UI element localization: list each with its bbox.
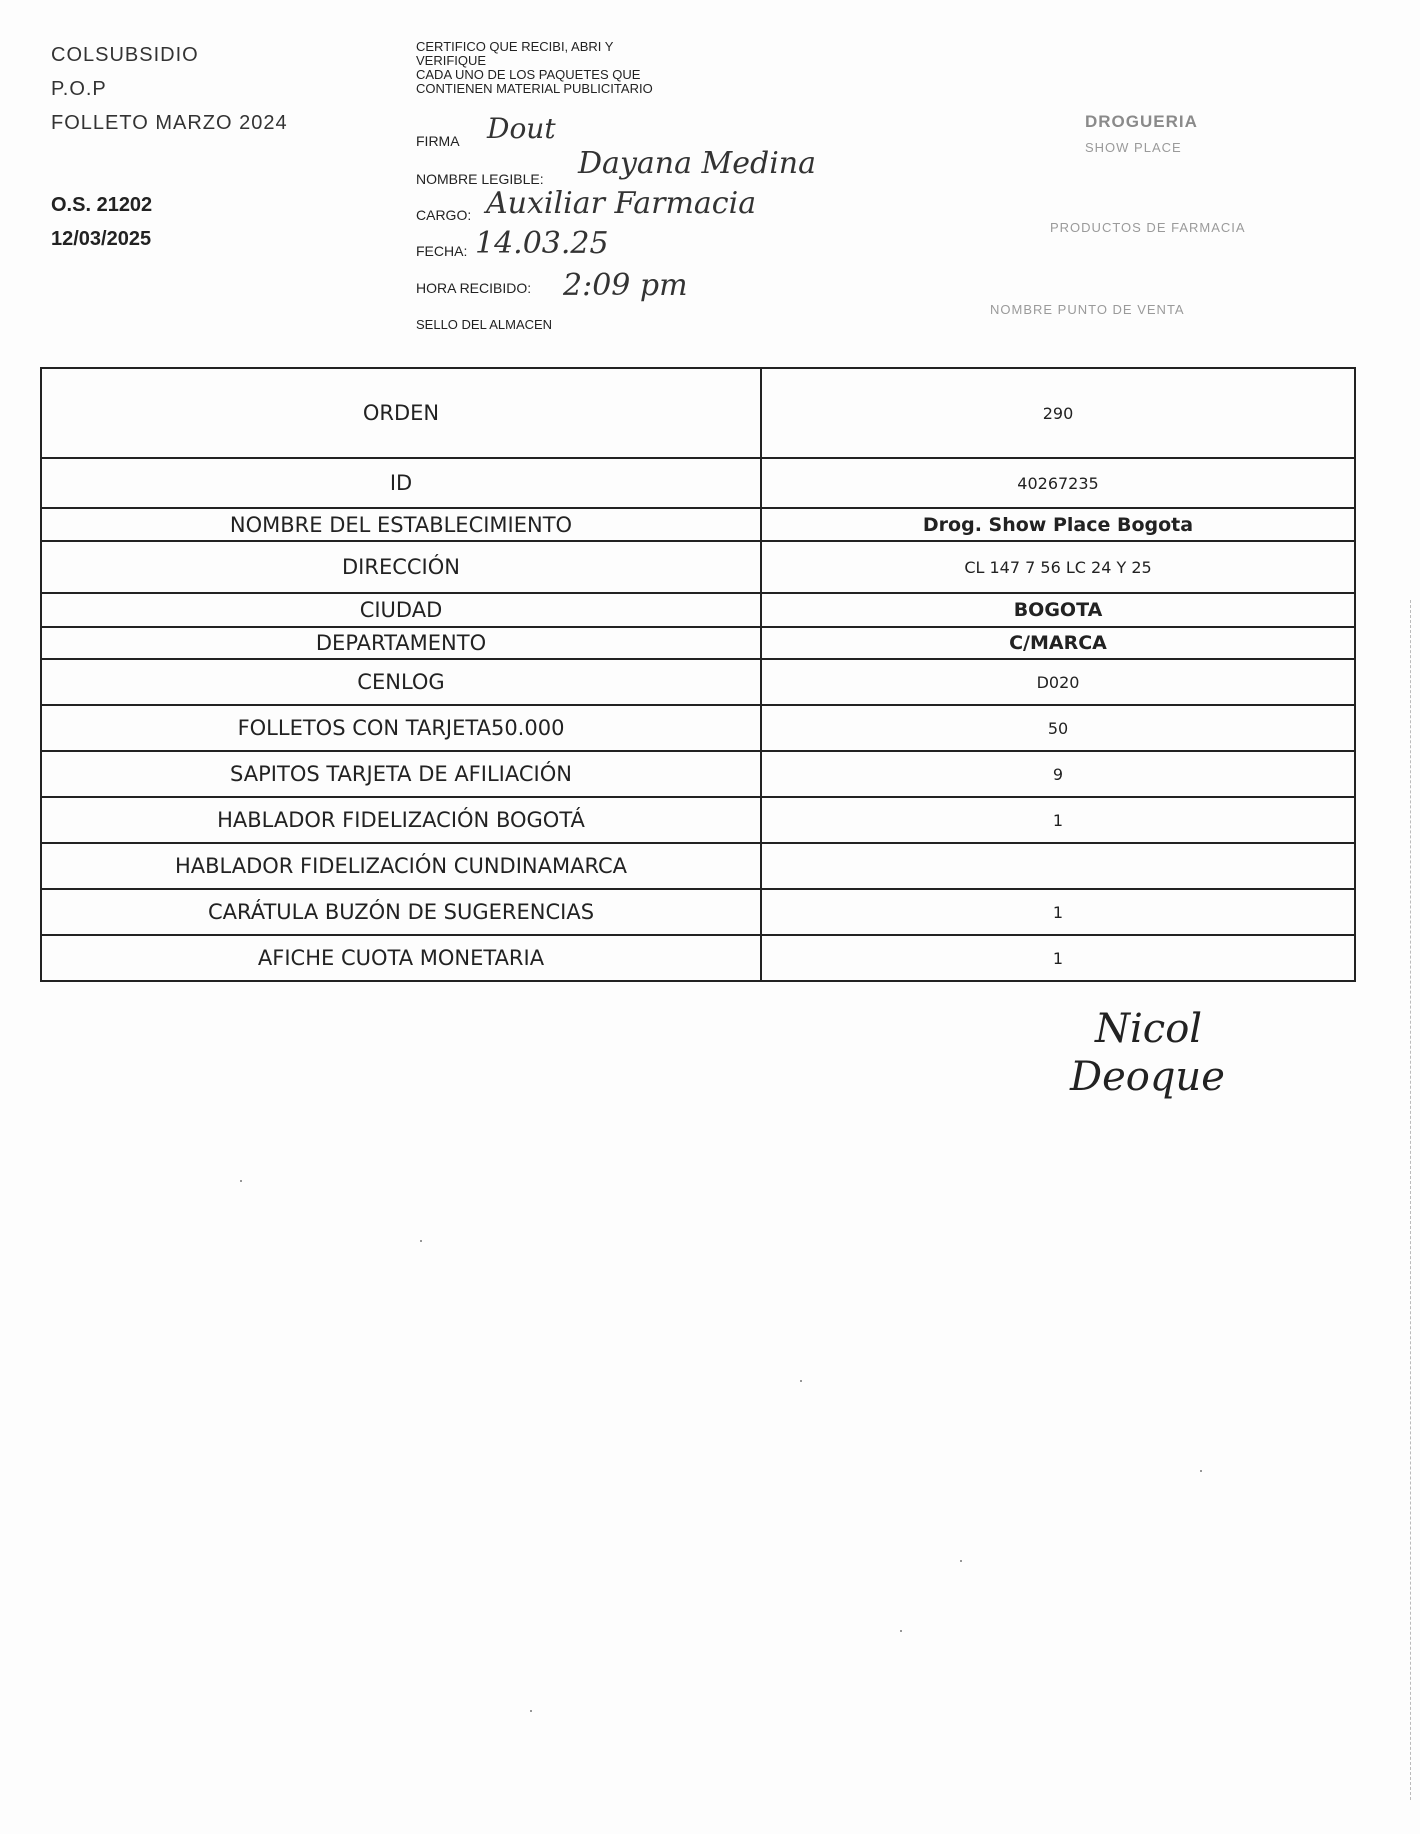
row-value: CL 147 7 56 LC 24 Y 25 <box>761 541 1355 593</box>
table-row <box>41 627 1355 659</box>
cert-line-1: CERTIFICO QUE RECIBI, ABRI Y <box>416 39 614 54</box>
row-value: 50 <box>761 705 1355 751</box>
handwritten-signature <box>1070 1005 1225 1101</box>
row-value: 1 <box>761 935 1355 981</box>
cert-line-2: VERIFIQUE <box>416 53 487 68</box>
row-label: ORDEN <box>41 368 761 458</box>
row-label: AFICHE CUOTA MONETARIA <box>41 935 761 981</box>
cargo-value: Auxiliar Farmacia <box>486 186 757 221</box>
table-row <box>41 508 1355 541</box>
row-value: 290 <box>761 368 1355 458</box>
stamp-line-4: NOMBRE PUNTO DE VENTA <box>990 302 1185 317</box>
signature-line-1: Nicol <box>1095 1006 1203 1052</box>
row-label: NOMBRE DEL ESTABLECIMIENTO <box>41 508 761 541</box>
fecha-label: FECHA: <box>416 243 468 259</box>
row-label: DEPARTAMENTO <box>41 627 761 659</box>
row-label: DIRECCIÓN <box>41 541 761 593</box>
stamp-line-2: SHOW PLACE <box>1085 140 1182 155</box>
sello-label: SELLO DEL ALMACEN <box>416 317 553 332</box>
scan-speck <box>240 1180 242 1182</box>
row-label: HABLADOR FIDELIZACIÓN CUNDINAMARCA <box>41 843 761 889</box>
row-label: FOLLETOS CON TARJETA50.000 <box>41 705 761 751</box>
delivery-table <box>40 367 1356 982</box>
table-row <box>41 797 1355 843</box>
nombre-label: NOMBRE LEGIBLE: <box>416 171 544 187</box>
nombre-value: Dayana Medina <box>578 146 816 181</box>
table-row <box>41 935 1355 981</box>
row-label: CARÁTULA BUZÓN DE SUGERENCIAS <box>41 889 761 935</box>
table-row <box>41 751 1355 797</box>
row-value: 9 <box>761 751 1355 797</box>
row-label: SAPITOS TARJETA DE AFILIACIÓN <box>41 751 761 797</box>
org-name: COLSUBSIDIO <box>51 44 199 66</box>
hora-value: 2:09 pm <box>563 268 688 303</box>
table-row <box>41 659 1355 705</box>
fecha-value: 14.03.25 <box>475 226 609 261</box>
header-left <box>51 38 288 250</box>
certificate-text <box>416 40 836 96</box>
table-row <box>41 368 1355 458</box>
scan-speck <box>530 1710 532 1712</box>
doc-type: P.O.P <box>51 78 107 100</box>
scan-speck <box>1200 1470 1202 1472</box>
row-label: CENLOG <box>41 659 761 705</box>
row-value: BOGOTA <box>761 593 1355 627</box>
firma-label: FIRMA <box>416 133 460 149</box>
row-value: D020 <box>761 659 1355 705</box>
row-value: C/MARCA <box>761 627 1355 659</box>
scan-speck <box>900 1630 902 1632</box>
scan-speck <box>800 1380 802 1382</box>
row-value: 40267235 <box>761 458 1355 508</box>
row-value <box>761 843 1355 889</box>
table-row <box>41 593 1355 627</box>
order-service: O.S. 21202 <box>51 194 153 216</box>
row-value: 1 <box>761 797 1355 843</box>
scan-speck <box>960 1560 962 1562</box>
stamp-line-3: PRODUCTOS DE FARMACIA <box>1050 220 1246 235</box>
firma-signature: Dout <box>487 112 556 145</box>
hora-label: HORA RECIBIDO: <box>416 280 532 296</box>
row-value: 1 <box>761 889 1355 935</box>
cert-line-3: CADA UNO DE LOS PAQUETES QUE <box>416 67 641 82</box>
row-label: CIUDAD <box>41 593 761 627</box>
table-row <box>41 541 1355 593</box>
table-row <box>41 705 1355 751</box>
row-label: ID <box>41 458 761 508</box>
row-value: Drog. Show Place Bogota <box>761 508 1355 541</box>
signature-line-2: Deoque <box>1070 1054 1225 1100</box>
header-date: 12/03/2025 <box>51 228 152 250</box>
table-row <box>41 458 1355 508</box>
table-row <box>41 843 1355 889</box>
row-label: HABLADOR FIDELIZACIÓN BOGOTÁ <box>41 797 761 843</box>
campaign-name: FOLLETO MARZO 2024 <box>51 112 288 134</box>
scan-edge-line <box>1410 600 1412 1800</box>
table-row <box>41 889 1355 935</box>
cert-line-4: CONTIENEN MATERIAL PUBLICITARIO <box>416 81 653 96</box>
scan-speck <box>420 1240 422 1242</box>
cargo-label: CARGO: <box>416 207 472 223</box>
stamp-line-1: DROGUERIA <box>1085 112 1198 131</box>
